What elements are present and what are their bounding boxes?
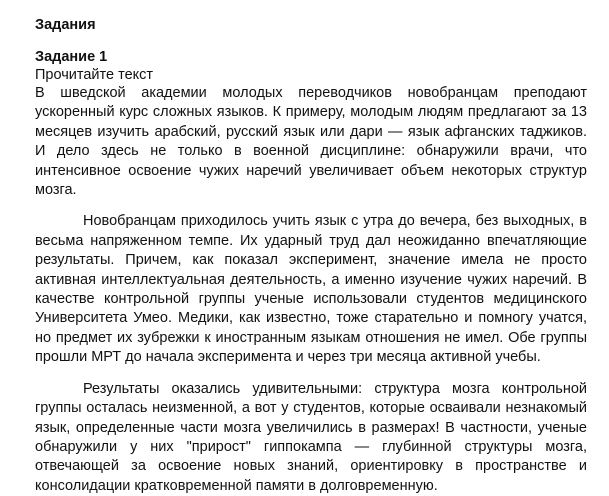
text-paragraph-3: Результаты оказались удивительными: структура мозга контрольной группы осталась неизменной, а вот у студентов, которые осваивали незнакомый язык, определенные части мозга увеличились в размерах! В частности, ученые обнаружили у них "прирост" гиппокампа — глубинной структуры мозга, отвечающей за освоение новых знаний, ориентировку в пространстве и консолидации кратковременной памяти в долговременную.: [35, 380, 587, 494]
text-paragraph-2: Новобранцам приходилось учить язык с утра до вечера, без выходных, в весьма напряженном темпе. Их ударный труд дал неожиданно впечатляющие результаты. Причем, как показал эксперимент, значение имела не просто активная интеллектуальная деятельность, а именно изучение чужих наречий. В качестве контрольной группы ученые использовали студентов медицинского Университета Умео. Медики, как известно, тоже старательно и помногу учатся, но предмет их зубрежки к иностранным языкам отношения не имел. Обе группы прошли МРТ до начала эксперимента и через три месяца активной учебы.: [35, 213, 587, 366]
section-title: Задания: [35, 17, 96, 33]
task-instruction: Прочитайте текст: [35, 67, 154, 83]
text-paragraph-1: В шведской академии молодых переводчиков новобранцам преподают ускоренный курс сложных языков. К примеру, молодым людям предлагают за 13 месяцев изучить арабский, русский язык или дари — язык афганских таджиков. И дело здесь не только в военной дисциплине: обнаружили врачи, что интенсивное освоение чужих наречий увеличивает объем некоторых структур мозга.: [35, 85, 587, 199]
task-title: Задание 1: [35, 49, 108, 65]
